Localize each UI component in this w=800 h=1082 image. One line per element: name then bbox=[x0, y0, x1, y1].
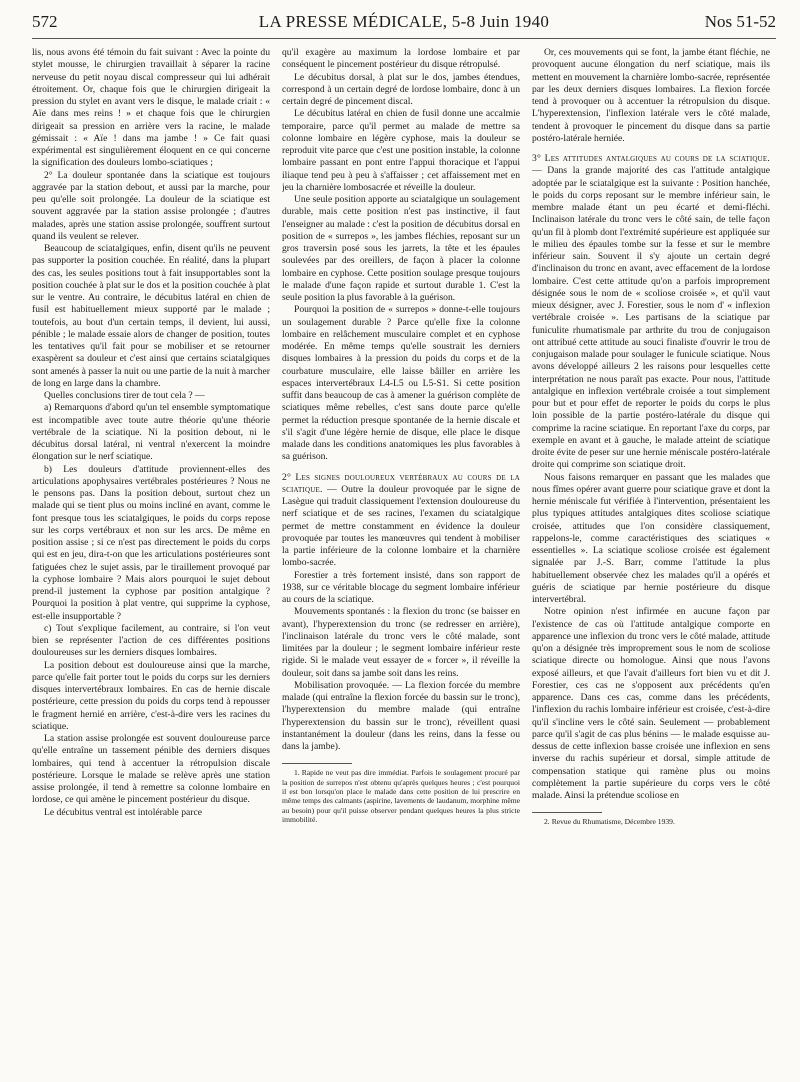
column-3-body bbox=[532, 47, 770, 145]
column-1-body bbox=[32, 47, 270, 819]
column-2-continuation bbox=[282, 570, 520, 754]
footnote-1 bbox=[282, 768, 520, 824]
footnote-rule bbox=[282, 763, 352, 764]
paragraph: 2° La douleur spontanée dans la sciatique est toujours aggravée par la station debout, et aussi par la marche, pour peu qu'elle soit prolongée. La douleur de la sciatique est souvent aggravée par la station assise prolongée ; d'autres malades, après une station assise prolongée, souffrent surtout quand ils veulent se relever. bbox=[32, 169, 270, 242]
paragraph: La position debout est douloureuse ainsi que la marche, parce qu'elle fait porter tout le poids du corps sur les derniers disques intervertébraux lombaires. En cas de hernie discale postérieure, cette pression du poids du corps tend à repousser le fragment hernié en arrière, c'est-à-dire vers les racines du sciatique. bbox=[32, 659, 270, 732]
section-paragraph bbox=[282, 472, 520, 570]
paragraph: Quelles conclusions tirer de tout cela ? — bbox=[44, 390, 205, 401]
column-3-continuation bbox=[532, 472, 770, 803]
paragraph: Pourquoi la position de « surrepos » donne-t-elle toujours un soulagement durable ? Parce qu'elle fixe la colonne lombaire en relâchement musculaire complet et en cyphose modérée. En même temps qu'elle soustrait les derniers disques lombaires à la pression du poids du corps et de la courbature musculaire, elle laisse bâiller en arrière les espaces intervertébraux L4-L5 ou L5-S1. Si cette position suffit dans beaucoup de cas à amener la guérison complète de sciatiques même rebelles, c'est sans doute parce qu'elle permet la réduction presque spontanée de la hernie discale et s'il s'agit d'une légère hernie de disque, elle place le disque malade dans les conditions anatomiques les plus favorables à sa guérison. bbox=[282, 304, 520, 463]
paragraph: Mouvements spontanés : la flexion du tronc (se baisser en avant), l'hyperextension du tronc (se redresser en arrière), l'inclinaison latérale du tronc vers le côté malade, sont limitées par la douleur ; le segment lombaire inférieur reste rigide. Si le malade veut essayer de « forcer », il réveille la douleur, soit dans sa jambe soit dans les reins. bbox=[282, 606, 520, 679]
page-number: 572 bbox=[32, 12, 58, 31]
paragraph: La station assise prolongée est souvent douloureuse parce qu'elle entraîne un tassement pénible des derniers disques lombaires, qui tend à accentuer la rétropulsion discale postérieure. Lorsque le malade se relève après une station assise prolongée, il tend à remettre sa colonne lombaire en lordose, ce qui amène le pincement postérieur du disque. bbox=[32, 733, 270, 806]
column-1 bbox=[32, 47, 270, 1077]
footnote-text: Revue du Rhumatisme, Décembre 1939. bbox=[551, 817, 675, 827]
column-2 bbox=[282, 47, 520, 1077]
paragraph: lis, nous avons été témoin du fait suivant : Avec la pointe du stylet mousse, le chirurgien travaillait à séparer la racine nerveuse du petit noyau discal compresseur qui lui adhérait étroitement. Or, chaque fois que le chirurgien dirigeait la pression du stylet en avant vers le disque, le malade criait : « Aïe dans mes reins ! » et chaque fois que le chirurgien dirigeait sa pression en arrière vers la racine, le malade gémissait : « Aïe ! dans ma jambe ! » Ce fait quasi expérimental est singulièrement éloquent en ce qui concerne la signification des douleurs lombo-sciatiques ; bbox=[32, 47, 270, 169]
paragraph: Une seule position apporte au sciatalgique un soulagement durable, mais cette position n'est pas instinctive, il faut l'enseigner au malade : c'est la position de décubitus dorsal en position de « surrepos », les jambes fléchies, reposant sur un gros traversin posé sous les jarrets, la tête et les épaules soulevées par des oreillers, de façon à placer la colonne lombaire en cyphose. Cette position soulage presque toujours le malade d'une façon rapide et surtout durable 1. C'est la seule position la plus favorable à la guérison. bbox=[282, 194, 520, 303]
paragraph: a) Remarquons d'abord qu'un tel ensemble symptomatique est incompatible avec toute autre théorie qu'une théorie vertébrale de la sciatique. Ni la position debout, ni le décubitus dorsal latéral, ni ventral n'exercent la moindre élongation sur le nerf sciatique. bbox=[32, 402, 270, 463]
paragraph: Nous faisons remarquer en passant que les malades que nous fîmes opérer avant guerre pour sciatique grave et dont la hernie méniscale fut vérifiée à l'intervention, présentaient les plus typiques attitudes antalgiques dites scoliose sciatique croisée, attitudes que l'on considère classiquement, rappelons-le, comme caractéristiques des sciatiques « essentielles ». La sciatique scoliose croisée est également signalée par J.-S. Barr, comme l'attitude la plus habituellement observée chez les malades qu'il a opérés et guéris de sciatique par hernie postérieure du disque intervertébral. bbox=[532, 471, 770, 605]
paragraph: Mobilisation provoquée. — La flexion forcée du membre malade (qui entraîne la flexion forcée du bassin sur le tronc), l'hyperextension du membre malade (qui entraîne l'hyperextension du bassin sur le tronc), réveillent quasi instantanément la douleur (dans les reins, dans la fesse ou dans la jambe). bbox=[282, 679, 520, 752]
paragraph: Le décubitus dorsal, à plat sur le dos, jambes étendues, correspond à un certain degré de lordose lombaire, donc à un certain degré de pincement discal. bbox=[282, 71, 520, 107]
paragraph: Le décubitus ventral est intolérable parce bbox=[44, 806, 202, 818]
journal-title: LA PRESSE MÉDICALE, 5-8 Juin 1940 bbox=[258, 12, 550, 31]
issue-number: Nos 51-52 bbox=[704, 12, 776, 31]
section-lead: — Outre la douleur provoquée par le signe de Lasègue qui traduit classiquement l'extension douloureuse du nerf sciatique et de ses racines, l'examen du sciatalgique permet de mettre constamment en évidence la douleur provoquée par toutes les manœuvres qui tendent à mobiliser la partie inférieure de la colonne lombaire et la charnière lombo-sacrée. bbox=[282, 483, 520, 569]
paragraph: Notre opinion n'est infirmée en aucune façon par l'existence de cas où l'attitude antalgique comporte en apparence une inflexion du tronc vers le côté malade, attitude qu'on a désignée très improprement sous le nom de scoliose sciatique directe ou homologue. Ainsi que nous l'avons exposé ailleurs, et que l'avait d'ailleurs fort bien vu et dit J. Forestier, ces cas ne s'opposent aux précédents qu'en apparence. Dans ces cas, comme dans les précédents, l'inflexion du rachis lombaire inférieur est croisée, c'est-à-dire qu'il s'incline vers le côté sain. Seulement — probablement parce qu'il s'agit de cas plus bénins — le malade esquisse au-dessus de cette inflexion basse croisée une inflexion en sens inverse du rachis supérieur et dorsal, simple attitude de compensation statique qui ramène plus ou moins complètement la partie supérieure du corps vers le côté malade. Ainsi la prétendue scoliose en bbox=[532, 606, 770, 801]
footnote-2 bbox=[532, 817, 770, 826]
paragraph: Or, ces mouvements qui se font, la jambe étant fléchie, ne provoquent aucune élongation du nerf sciatique, mais ils mettent en mouvement la charnière lombo-sacrée, représentée par les deux derniers disques lombaires. La flexion forcée tend à provoquer ou à accentuer la rétropulsion du disque. L'hyperextension, l'inflexion latérale vers le côté malade, tendent à provoquer le pincement du disque dans sa partie postéro-latérale herniée. bbox=[532, 47, 770, 144]
footnote-rule bbox=[532, 812, 602, 813]
section-signes-douloureux bbox=[282, 472, 520, 570]
column-3 bbox=[532, 47, 770, 1077]
section-paragraph bbox=[532, 153, 770, 472]
section-lead: — Dans la grande majorité des cas l'attitude antalgique adoptée par le sciatalgique est la suivante : Position hanchée, le poids du corps reposant sur le membre inférieur sain, le membre malade étant un peu écarté et demi-fléchi. Inclinaison latérale du tronc vers le côté sain, de telle façon qu'un fil à plomb dont l'extrémité supérieure est appliquée sur le milieu des épaules tombe sur la fesse et sur le membre inférieur sain. Souvent il s'y ajoute un certain degré d'inclinaison du tronc en avant, avec effacement de la lordose lombaire. C'est cette attitude qu'on a parfois improprement désignée sous le nom de « scoliose croisée », et qu'il vaut mieux désigner, avec J. Forestier, sous le nom d' « inflexion vertébrale croisée ». Les partisans de la sciatique par funiculite rhumatismale par arthrite du trou de conjugaison ont attribué cette attitude au souci finaliste d'ouvrir le trou de conjugaison malade pour soulager le funicule sciatique. Nous avons développé ailleurs 2 les raisons pour lesquelles cette interprétation ne nous paraît pas exacte. Pour nous, l'attitude antalgique en inflexion vertébrale croisée a tout simplement pour but et pour effet de reporter le poids du corps le plus loin possible de la partie postéro-latérale du disque qui comprime la racine sciatique. En reportant l'axe du corps, par exemple en avant et à gauche, le malade atteint de sciatique droite évite de peser sur une hernie méniscale postéro-latérale droite qui comprime son sciatique droit. bbox=[532, 165, 770, 471]
paragraph: Le décubitus latéral en chien de fusil donne une accalmie temporaire, parce qu'il permet au malade de mettre sa colonne lombaire en légère cyphose, mais la douleur se reproduit vite parce que c'est une position instable, la colonne lombaire passant en pont entre l'appui thoracique et l'appui iliaque tend peu à peu à s'affaisser ; cet affaissement met en jeu la charnière lombosacrée et réveille la douleur. bbox=[282, 108, 520, 193]
section-heading: 2° Les signes douloureux vertébraux au cours de la sciatique. bbox=[282, 471, 520, 495]
section-attitudes-antalgiques bbox=[532, 153, 770, 472]
article-columns bbox=[32, 47, 776, 1077]
footnote-number: 1. bbox=[294, 768, 300, 778]
paragraph: Beaucoup de sciatalgiques, enfin, disent qu'ils ne peuvent pas supporter la position couchée. En réalité, dans la plupart des cas, les seules positions tout à fait insupportables sont la position couchée à plat sur le dos et la position couchée à plat sur le ventre. Au contraire, le décubitus latéral en chien de fusil est habituellement mieux supporté par le malade ; toutefois, au bout d'un certain temps, il devient, lui aussi, pénible ; le malade essaie alors de changer de position, toutes les tentatives qu'il fait pour se mobiliser et se retourner exaspèrent sa douleur et c'est ainsi que certains sciatalgiques sont amenés à passer la nuit ou une partie de la nuit à marcher de long en large dans la chambre. bbox=[32, 243, 270, 389]
running-header bbox=[32, 12, 776, 39]
paragraph: Forestier a très fortement insisté, dans son rapport de 1938, sur ce véritable blocage du segment lombaire inférieur au cours de la sciatique. bbox=[282, 569, 520, 605]
footnote-number: 2. bbox=[544, 817, 550, 827]
paragraph: qu'il exagère au maximum la lordose lombaire et par conséquent le pincement postérieur du disque rétropulsé. bbox=[282, 47, 520, 71]
footnote-text: Rapide ne veut pas dire immédiat. Parfois le soulagement procuré par la position de surrepos n'est obtenu qu'après quelques heures ; c'est pourquoi il est bon lorsqu'on place le malade dans cette position de lui prescrire en même temps des calmants (aspirine, lavements de laudanum, morphine même au besoin) pour qu'il puisse observer pendant quelques heures la plus stricte immobilité. bbox=[282, 768, 520, 825]
paragraph: b) Les douleurs d'attitude proviennent-elles des articulations apophysaires vertébrales postérieures ? Nous ne le pensons pas. Dans la position debout, surtout chez un malade qui se tient plus ou moins incliné en avant, comme le font presque tous les sciatalgiques, le poids du corps repose sur les corps vertébraux et non sur les arcs. De même en position assise ; si ce n'est pas directement le poids du corps qui est en jeu, dira-t-on que les articulations postérieures sont fatiguées chez le sujet assis, par le tiraillement provoqué par la cyphose lombaire ? Mais alors pourquoi le sujet debout prend-il justement la cyphose par position antalgique ? Pourquoi la position à plat ventre, qui supprime la cyphose, est-elle insupportable ? bbox=[32, 463, 270, 622]
paragraph: c) Tout s'explique facilement, au contraire, si l'on veut bien se représenter l'action de ces différentes positions douloureuses sur les derniers disques lombaires. bbox=[32, 622, 270, 659]
column-2-body bbox=[282, 47, 520, 464]
section-heading: 3° Les attitudes antalgiques au cours de la sciatique. bbox=[532, 153, 770, 164]
